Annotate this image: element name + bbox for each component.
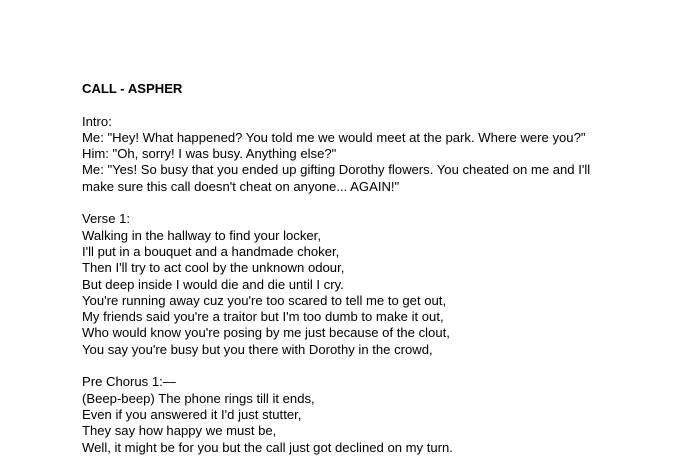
lyric-line: Me: "Hey! What happened? You told me we would meet at the park. Where were you?" [82, 129, 586, 145]
lyric-line: You say you're busy but you there with Dorothy in the crowd, [82, 341, 433, 357]
lyric-line: (Beep-beep) The phone rings till it ends, [82, 390, 315, 406]
lyric-line: They say how happy we must be, [82, 423, 277, 439]
section-pre-chorus-1 [82, 374, 662, 455]
lyric-line: Him: "Oh, sorry! I was busy. Anything else?" [82, 146, 337, 162]
section-verse-1 [82, 211, 662, 358]
spacer [82, 195, 662, 211]
lyric-line: Walking in the hallway to find your locker, [82, 227, 321, 243]
spacer [82, 358, 662, 374]
section-heading: Intro: [82, 113, 112, 129]
spacer [82, 97, 662, 113]
document-body [82, 81, 662, 456]
section-heading: Pre Chorus 1:— [82, 374, 176, 390]
lyric-line: make sure this call doesn't cheat on anyone... AGAIN!" [82, 178, 400, 194]
lyric-line: But deep inside I would die and die until I cry. [82, 276, 344, 292]
lyric-line: Who would know you're posing by me just because of the clout, [82, 325, 450, 341]
lyric-line: Well, it might be for you but the call just got declined on my turn. [82, 439, 453, 455]
section-heading: Verse 1: [82, 211, 131, 227]
lyric-line: Then I'll try to act cool by the unknown odour, [82, 260, 345, 276]
section-intro [82, 114, 662, 195]
lyric-line: My friends said you're a traitor but I'm too dumb to make it out, [82, 309, 444, 325]
lyric-line: You're running away cuz you're too scared to tell me to get out, [82, 292, 447, 308]
lyric-line: I'll put in a bouquet and a handmade choker, [82, 243, 340, 259]
document-title: CALL - ASPHER [82, 81, 183, 96]
lyric-line: Even if you answered it I'd just stutter, [82, 406, 302, 422]
lyric-line: Me: "Yes! So busy that you ended up gifting Dorothy flowers. You cheated on me and I'll [82, 162, 591, 178]
